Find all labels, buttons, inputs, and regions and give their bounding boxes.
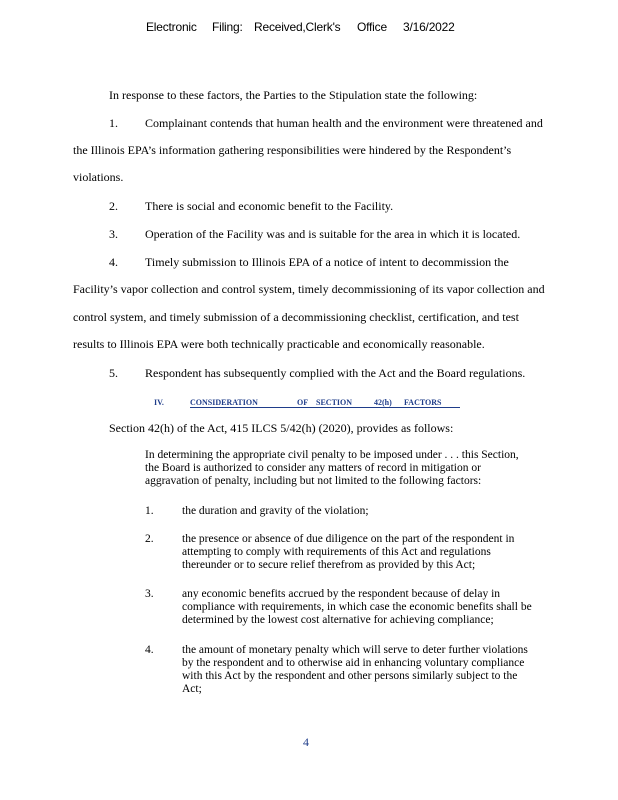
section-heading-underline <box>190 407 460 408</box>
section-heading-word: SECTION <box>316 398 353 407</box>
factor-number: 2. <box>145 533 154 545</box>
quote-line: with this Act by the respondent and other persons similarly subject to the <box>182 670 518 682</box>
item-number: 2. <box>109 199 118 213</box>
quote-line: Act; <box>182 683 202 695</box>
item-number: 1. <box>109 116 118 130</box>
header-date: 3/16/2022 <box>403 20 455 34</box>
item-line: Complainant contends that human health and the environment were threatened and <box>145 116 543 130</box>
quote-line: any economic benefits accrued by the respondent because of delay in <box>182 588 501 600</box>
quote-line: determined by the lowest cost alternative for achieving compliance; <box>182 614 494 626</box>
quote-intro <box>145 449 519 488</box>
page-number: 4 <box>303 735 309 749</box>
quote-line: the amount of monetary penalty which will serve to deter further violations <box>182 644 528 656</box>
quote-line: by the respondent and to otherwise aid in enhancing voluntary compliance <box>182 657 525 669</box>
factor-number: 1. <box>145 505 154 517</box>
quote-line: In determining the appropriate civil penalty to be imposed under . . . this Section, <box>145 449 519 461</box>
factor-text <box>182 644 528 696</box>
section-numeral: IV. <box>154 398 164 407</box>
item-line: results to Illinois EPA were both technically practicable and economically reasonable. <box>73 337 485 351</box>
item-number: 4. <box>109 255 118 269</box>
item-line: Operation of the Facility was and is suitable for the area in which it is located. <box>145 227 521 241</box>
item-line: Timely submission to Illinois EPA of a notice of intent to decommission the <box>145 255 509 269</box>
item-line: control system, and timely submission of a decommissioning checklist, certification, and test <box>73 310 519 324</box>
item-line: Facility’s vapor collection and control system, timely decommissioning of its vapor collection and <box>73 282 545 296</box>
item-line: There is social and economic benefit to the Facility. <box>145 199 394 213</box>
item-number: 3. <box>109 227 118 241</box>
intro-paragraph: In response to these factors, the Parties to the Stipulation state the following: <box>109 88 478 102</box>
factor-number: 3. <box>145 588 154 600</box>
section-heading-word: FACTORS <box>404 398 442 407</box>
quote-line: the presence or absence of due diligence on the part of the respondent in <box>182 533 515 545</box>
section-heading-word: 42(h) <box>374 398 392 407</box>
section-heading-word: OF <box>297 398 309 407</box>
header-office: Office <box>357 20 387 34</box>
factor-text <box>182 505 369 518</box>
quote-line: the duration and gravity of the violation; <box>182 505 369 517</box>
quote-line: aggravation of penalty, including but not limited to the following factors: <box>145 475 482 487</box>
header-received: Received,Clerk's <box>254 20 341 34</box>
item-line: Respondent has subsequently complied with the Act and the Board regulations. <box>145 366 526 380</box>
factor-text <box>182 588 532 627</box>
item-line: the Illinois EPA’s information gathering responsibilities were hindered by the Respondent’s <box>73 143 512 157</box>
quote-line: the Board is authorized to consider any matters of record in mitigation or <box>145 462 481 474</box>
section-intro: Section 42(h) of the Act, 415 ILCS 5/42(h) (2020), provides as follows: <box>109 421 454 435</box>
quote-line: attempting to comply with requirements of this Act and regulations <box>182 546 491 558</box>
quote-line: compliance with requirements, in which case the economic benefits shall be <box>182 601 532 613</box>
factor-number: 4. <box>145 644 154 656</box>
quote-line: thereunder or to secure relief therefrom as provided by this Act; <box>182 559 476 571</box>
header-electronic: Electronic <box>146 20 197 34</box>
item-number: 5. <box>109 366 118 380</box>
item-line: violations. <box>73 170 124 184</box>
factor-text <box>182 533 514 572</box>
section-heading-word: CONSIDERATION <box>190 398 258 407</box>
header-filing: Filing: <box>212 20 243 34</box>
